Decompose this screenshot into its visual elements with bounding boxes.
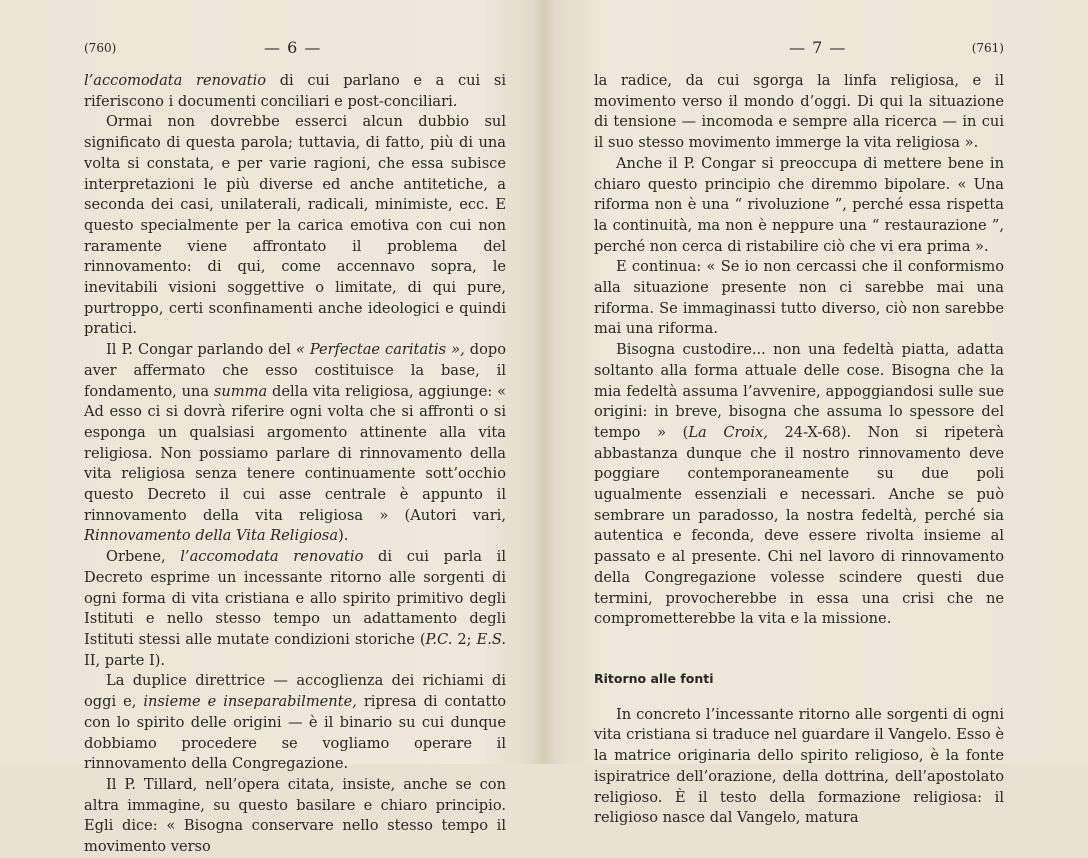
paragraph: Ormai non dovrebbe esserci alcun dubbio sul significato di questa parola; tuttavia, di fatto, più di una volta si constata, e per varie ragioni, che essa subisce interpretazioni le più diverse ed anche antitetiche, a seconda dei casi, unilaterali, radicali, minimiste, ecc. E questo specialmente per la carica emotiva con cui non raramente viene affrontato il problema del rinnovamento: di qui, come accennavo sopra, le inevitabili visioni soggettive o limitate, di qui pure, purtroppo, certi sconfinamenti anche ideologici e quindi pratici. xyxy=(84,113,506,338)
paragraph: La duplice direttrice — accoglienza dei richiami di oggi e, insieme e inseparabilmente, ripresa di contatto con lo spirito delle origini — è il binario su cui dunque dobbiamo procedere se vogliamo operare il rinnovamento della Congregazione. xyxy=(84,672,506,773)
left-page-text xyxy=(84,71,506,858)
right-page-header xyxy=(594,38,1004,58)
paragraph: Il P. Tillard, nell’opera citata, insiste, anche se con altra immagine, su questo basilare e chiaro principio. Egli dice: « Bisogna conservare nello stesso tempo il movimento verso xyxy=(84,775,506,856)
paragraph: Bisogna custodire... non una fedeltà piatta, adatta soltanto alla forma attuale delle cose. Bisogna che la mia fedeltà assuma l’avvenire, appoggiandosi sulle sue origini: in breve, bisogna che assuma lo spessore del tempo » (La Croix, 24-X-68). Non si ripeterà abbastanza dunque che il nostro rinnovamento deve poggiare contemporaneamente su due poli ugualmente essenziali e necessari. Anche se può sembrare un paradosso, la nostra fedeltà, perché sia autentica e feconda, deve essere rivolta insieme al passato e al presente. Chi nel lavoro di rinnovamento della Congregazione volesse scindere questi due termini, provocherebbe in essa una crisi che ne comprometterebbe la vita e la missione. xyxy=(594,341,1004,628)
paragraph: In concreto l’incessante ritorno alle sorgenti di ogni vita cristiana si traduce nel guardare il Vangelo. Esso è la matrice originaria dello spirito religioso, è la fonte ispiratrice dell’orazione, della dottrina, dell’apostolato religioso. È il testo della formazione religiosa: il religioso nasce dal Vangelo, matura xyxy=(594,705,1004,827)
left-page-header xyxy=(84,38,506,58)
running-page-number: (761) xyxy=(971,41,1004,55)
paragraph: E continua: « Se io non cercassi che il conformismo alla situazione presente non ci sarebbe mai una riforma. Se immaginassi tutto diverso, ciò non sarebbe mai una riforma. xyxy=(594,258,1004,338)
right-page xyxy=(544,0,1088,827)
page-number: — 7 — xyxy=(789,38,847,57)
paragraph: Orbene, l’accomodata renovatio di cui parla il Decreto esprime un incessante ritorno alle sorgenti di ogni forma di vita cristiana e allo spirito primitivo degli Istituti e nello stesso tempo un adattamento degli Istituti stessi alle mutate condizioni storiche (P.C. 2; E.S. II, parte I). xyxy=(84,548,507,669)
paragraph: Il P. Congar parlando del « Perfectae caritatis », dopo aver affermato che esso costituisce la base, il fondamento, una summa della vita religiosa, aggiunge: « Ad esso ci si dovrà riferire ogni volta che si affronti o si esponga un qualsiasi argomento attinente alla vita religiosa. Non possiamo parlare di rinnovamento della vita religiosa senza tenere continuamente sott’occhio questo Decreto il cui asse centrale è appunto il rinnovamento della vita religiosa » (Autori vari, Rinnovamento della Vita Religiosa). xyxy=(84,341,506,545)
paragraph: l’accomodata renovatio di cui parlano e a cui si riferiscono i documenti conciliari e post-conciliari. xyxy=(84,72,506,110)
left-page xyxy=(0,0,544,856)
right-page-text xyxy=(594,71,1004,829)
paragraph: Anche il P. Congar si preoccupa di mettere bene in chiaro questo principio che diremmo bipolare. « Una riforma non è una “ rivoluzione ”, perché essa rispetta la continuità, ma non è neppure una “ restaurazione ”, perché non cerca di ristabilire ciò che vi era prima ». xyxy=(594,154,1004,255)
paragraph: la radice, da cui sgorga la linfa religiosa, e il movimento verso il mondo d’oggi. Di qui la situazione di tensione — incomoda e sempre alla ricerca — in cui il suo stesso movimento immerge la vita religiosa ». xyxy=(594,72,1004,152)
section-heading: Ritorno alle fonti xyxy=(594,670,714,686)
running-page-number: (760) xyxy=(84,41,117,55)
page-number: — 6 — xyxy=(264,38,322,57)
